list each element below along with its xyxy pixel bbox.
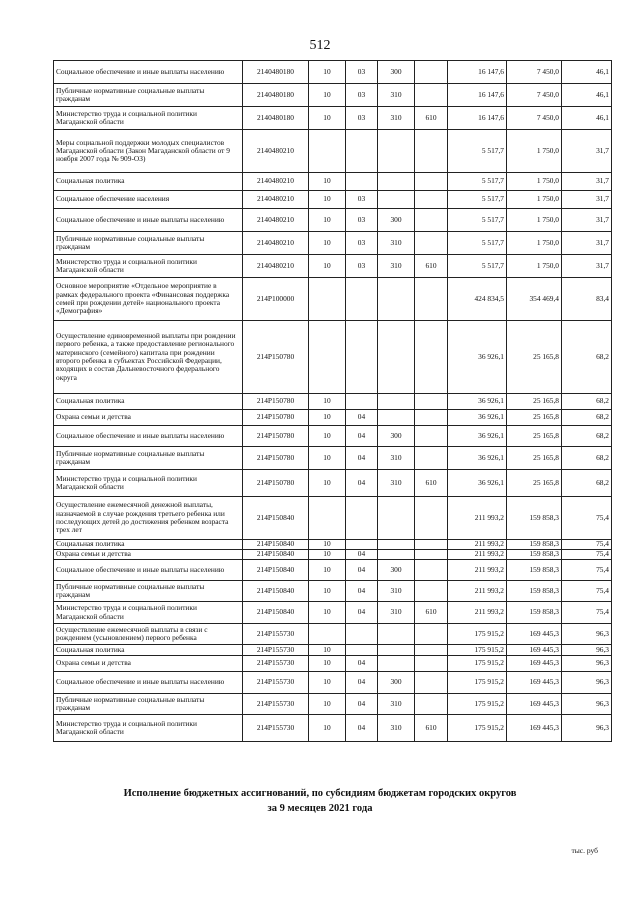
row-rz: 10 bbox=[309, 209, 346, 232]
table-row bbox=[54, 394, 612, 410]
row-name: Публичные нормативные социальные выплаты гражданам bbox=[54, 84, 243, 107]
row-gr: 610 bbox=[415, 255, 448, 278]
row-exec: 7 450,0 bbox=[507, 84, 562, 107]
row-plan: 175 915,2 bbox=[448, 672, 507, 694]
row-vr bbox=[378, 645, 415, 656]
row-gr bbox=[415, 694, 448, 715]
table-body bbox=[54, 61, 612, 742]
row-csr: 2140480210 bbox=[243, 130, 309, 173]
row-plan: 211 993,2 bbox=[448, 560, 507, 581]
table-row bbox=[54, 107, 612, 130]
row-gr bbox=[415, 191, 448, 209]
row-gr bbox=[415, 394, 448, 410]
table-row bbox=[54, 602, 612, 624]
row-plan: 5 517,7 bbox=[448, 232, 507, 255]
row-name: Меры социальной поддержки молодых специалистов Магаданской области (Закон Магаданской области от 9 ноября 2007 года № 909-ОЗ) bbox=[54, 130, 243, 173]
row-plan: 16 147,6 bbox=[448, 61, 507, 84]
row-csr: 2140480210 bbox=[243, 232, 309, 255]
row-rz: 10 bbox=[309, 191, 346, 209]
row-gr bbox=[415, 497, 448, 540]
row-plan: 175 915,2 bbox=[448, 715, 507, 742]
row-csr: 214P100000 bbox=[243, 278, 309, 321]
row-vr: 300 bbox=[378, 209, 415, 232]
row-pr: 04 bbox=[346, 656, 378, 672]
row-pr: 04 bbox=[346, 694, 378, 715]
row-pct: 31,7 bbox=[562, 209, 612, 232]
row-rz bbox=[309, 130, 346, 173]
row-rz bbox=[309, 624, 346, 645]
row-exec: 159 858,3 bbox=[507, 560, 562, 581]
row-exec: 169 445,3 bbox=[507, 656, 562, 672]
row-gr bbox=[415, 84, 448, 107]
row-pct: 96,3 bbox=[562, 715, 612, 742]
row-plan: 16 147,6 bbox=[448, 84, 507, 107]
row-vr bbox=[378, 173, 415, 191]
row-name: Министерство труда и социальной политики Магаданской области bbox=[54, 602, 243, 624]
row-vr: 300 bbox=[378, 61, 415, 84]
row-csr: 2140480210 bbox=[243, 255, 309, 278]
row-plan: 5 517,7 bbox=[448, 173, 507, 191]
row-vr bbox=[378, 278, 415, 321]
table-row bbox=[54, 470, 612, 497]
row-plan: 5 517,7 bbox=[448, 191, 507, 209]
row-exec: 169 445,3 bbox=[507, 694, 562, 715]
row-rz: 10 bbox=[309, 550, 346, 560]
row-pct: 75,4 bbox=[562, 540, 612, 550]
row-csr: 214P155730 bbox=[243, 672, 309, 694]
row-pct: 31,7 bbox=[562, 232, 612, 255]
table-row bbox=[54, 191, 612, 209]
row-gr bbox=[415, 624, 448, 645]
caption-line-1: Исполнение бюджетных ассигнований, по субсидиям бюджетам городских округов bbox=[123, 788, 517, 799]
row-rz: 10 bbox=[309, 715, 346, 742]
row-pct: 75,4 bbox=[562, 560, 612, 581]
page-number: 512 bbox=[309, 38, 331, 53]
units-label: тыс. руб bbox=[571, 846, 598, 855]
row-pct: 75,4 bbox=[562, 581, 612, 602]
row-csr: 2140480180 bbox=[243, 107, 309, 130]
row-pct: 46,1 bbox=[562, 84, 612, 107]
row-plan: 175 915,2 bbox=[448, 624, 507, 645]
row-plan: 5 517,7 bbox=[448, 130, 507, 173]
table-row bbox=[54, 672, 612, 694]
row-rz: 10 bbox=[309, 173, 346, 191]
row-pr bbox=[346, 321, 378, 394]
row-pr bbox=[346, 624, 378, 645]
row-pct: 68,2 bbox=[562, 426, 612, 447]
row-pct: 46,1 bbox=[562, 61, 612, 84]
row-plan: 211 993,2 bbox=[448, 550, 507, 560]
row-csr: 214P155730 bbox=[243, 645, 309, 656]
row-vr bbox=[378, 394, 415, 410]
row-vr bbox=[378, 624, 415, 645]
row-vr: 310 bbox=[378, 715, 415, 742]
row-csr: 214P150780 bbox=[243, 470, 309, 497]
row-pr bbox=[346, 497, 378, 540]
row-name: Осуществление ежемесячной выплаты в связи с рождением (усыновлением) первого ребенка bbox=[54, 624, 243, 645]
row-gr: 610 bbox=[415, 602, 448, 624]
row-vr: 310 bbox=[378, 255, 415, 278]
row-exec: 169 445,3 bbox=[507, 624, 562, 645]
row-exec: 159 858,3 bbox=[507, 497, 562, 540]
row-rz: 10 bbox=[309, 394, 346, 410]
table-row bbox=[54, 255, 612, 278]
row-pct: 46,1 bbox=[562, 107, 612, 130]
row-gr bbox=[415, 278, 448, 321]
row-plan: 36 926,1 bbox=[448, 470, 507, 497]
table-row bbox=[54, 645, 612, 656]
row-gr bbox=[415, 550, 448, 560]
table-row bbox=[54, 694, 612, 715]
row-vr: 310 bbox=[378, 84, 415, 107]
row-pr: 04 bbox=[346, 715, 378, 742]
row-rz bbox=[309, 321, 346, 394]
row-name: Охрана семьи и детства bbox=[54, 656, 243, 672]
row-rz: 10 bbox=[309, 694, 346, 715]
row-pr: 04 bbox=[346, 560, 378, 581]
table-row bbox=[54, 232, 612, 255]
row-pr bbox=[346, 173, 378, 191]
table-row bbox=[54, 550, 612, 560]
row-rz: 10 bbox=[309, 232, 346, 255]
row-rz: 10 bbox=[309, 61, 346, 84]
row-pct: 68,2 bbox=[562, 410, 612, 426]
row-rz: 10 bbox=[309, 560, 346, 581]
table-row bbox=[54, 84, 612, 107]
row-exec: 25 165,8 bbox=[507, 447, 562, 470]
row-vr: 310 bbox=[378, 694, 415, 715]
row-plan: 5 517,7 bbox=[448, 255, 507, 278]
row-pr bbox=[346, 130, 378, 173]
row-exec: 25 165,8 bbox=[507, 426, 562, 447]
row-pr bbox=[346, 540, 378, 550]
row-vr bbox=[378, 191, 415, 209]
row-vr: 310 bbox=[378, 107, 415, 130]
row-vr: 300 bbox=[378, 426, 415, 447]
row-name: Социальное обеспечение населения bbox=[54, 191, 243, 209]
row-exec: 25 165,8 bbox=[507, 394, 562, 410]
row-plan: 175 915,2 bbox=[448, 645, 507, 656]
row-gr: 610 bbox=[415, 470, 448, 497]
row-exec: 7 450,0 bbox=[507, 61, 562, 84]
row-pct: 31,7 bbox=[562, 130, 612, 173]
row-pct: 68,2 bbox=[562, 470, 612, 497]
table-row bbox=[54, 656, 612, 672]
row-name: Осуществление единовременной выплаты при рождении первого ребенка, а также предоставление регионального материнского (семейного) капитала при рождении второго ребенка в субъектах Российской Федерации, входящих в состав Дальневосточного федерального округа bbox=[54, 321, 243, 394]
row-name: Социальное обеспечение и иные выплаты населению bbox=[54, 61, 243, 84]
row-pr: 03 bbox=[346, 107, 378, 130]
row-rz bbox=[309, 278, 346, 321]
row-gr: 610 bbox=[415, 715, 448, 742]
row-gr bbox=[415, 645, 448, 656]
row-pr: 04 bbox=[346, 410, 378, 426]
row-pct: 96,3 bbox=[562, 645, 612, 656]
row-gr bbox=[415, 321, 448, 394]
row-plan: 36 926,1 bbox=[448, 394, 507, 410]
row-name: Осуществление ежемесячной денежной выплаты, назначаемой в случае рождения третьего ребенка или последующих детей до достижения ребенком возраста трех лет bbox=[54, 497, 243, 540]
row-vr bbox=[378, 130, 415, 173]
row-name: Социальная политика bbox=[54, 394, 243, 410]
row-gr bbox=[415, 540, 448, 550]
row-csr: 214P155730 bbox=[243, 656, 309, 672]
row-name: Министерство труда и социальной политики Магаданской области bbox=[54, 715, 243, 742]
row-csr: 214P150780 bbox=[243, 394, 309, 410]
row-name: Публичные нормативные социальные выплаты гражданам bbox=[54, 581, 243, 602]
row-pr: 03 bbox=[346, 84, 378, 107]
row-csr: 214P150840 bbox=[243, 581, 309, 602]
row-rz: 10 bbox=[309, 84, 346, 107]
row-gr bbox=[415, 560, 448, 581]
table-row bbox=[54, 447, 612, 470]
row-name: Социальное обеспечение и иные выплаты населению bbox=[54, 209, 243, 232]
row-vr: 300 bbox=[378, 672, 415, 694]
row-plan: 211 993,2 bbox=[448, 497, 507, 540]
row-rz: 10 bbox=[309, 656, 346, 672]
row-pct: 31,7 bbox=[562, 191, 612, 209]
row-pr: 04 bbox=[346, 470, 378, 497]
section-caption bbox=[0, 786, 640, 816]
row-pct: 96,3 bbox=[562, 694, 612, 715]
row-exec: 354 469,4 bbox=[507, 278, 562, 321]
row-pct: 96,3 bbox=[562, 656, 612, 672]
row-name: Социальная политика bbox=[54, 540, 243, 550]
row-pr: 04 bbox=[346, 426, 378, 447]
row-exec: 1 750,0 bbox=[507, 191, 562, 209]
row-name: Основное мероприятие «Отдельное мероприятие в рамках федерального проекта «Финансовая поддержка семей при рождении детей» национального проекта «Демография» bbox=[54, 278, 243, 321]
row-pr: 03 bbox=[346, 61, 378, 84]
table-row bbox=[54, 624, 612, 645]
row-csr: 214P150840 bbox=[243, 550, 309, 560]
row-pct: 83,4 bbox=[562, 278, 612, 321]
row-pct: 75,4 bbox=[562, 602, 612, 624]
row-exec: 169 445,3 bbox=[507, 715, 562, 742]
row-rz: 10 bbox=[309, 410, 346, 426]
row-rz: 10 bbox=[309, 540, 346, 550]
table-row bbox=[54, 61, 612, 84]
row-rz: 10 bbox=[309, 581, 346, 602]
row-rz: 10 bbox=[309, 602, 346, 624]
row-gr: 610 bbox=[415, 107, 448, 130]
row-pct: 68,2 bbox=[562, 447, 612, 470]
row-name: Министерство труда и социальной политики Магаданской области bbox=[54, 107, 243, 130]
row-pr: 04 bbox=[346, 581, 378, 602]
row-name: Министерство труда и социальной политики Магаданской области bbox=[54, 255, 243, 278]
row-plan: 211 993,2 bbox=[448, 540, 507, 550]
row-vr bbox=[378, 656, 415, 672]
row-pct: 68,2 bbox=[562, 321, 612, 394]
row-rz: 10 bbox=[309, 645, 346, 656]
row-pr bbox=[346, 278, 378, 321]
row-exec: 1 750,0 bbox=[507, 130, 562, 173]
row-exec: 159 858,3 bbox=[507, 602, 562, 624]
row-csr: 214P150840 bbox=[243, 540, 309, 550]
row-plan: 36 926,1 bbox=[448, 410, 507, 426]
row-pct: 31,7 bbox=[562, 173, 612, 191]
row-csr: 214P150840 bbox=[243, 560, 309, 581]
row-csr: 214P155730 bbox=[243, 624, 309, 645]
table-row bbox=[54, 130, 612, 173]
row-csr: 2140480210 bbox=[243, 191, 309, 209]
table-row bbox=[54, 278, 612, 321]
row-plan: 5 517,7 bbox=[448, 209, 507, 232]
row-vr bbox=[378, 540, 415, 550]
row-gr bbox=[415, 61, 448, 84]
row-pct: 75,4 bbox=[562, 497, 612, 540]
row-gr bbox=[415, 672, 448, 694]
table-row bbox=[54, 497, 612, 540]
row-vr bbox=[378, 550, 415, 560]
table-row bbox=[54, 581, 612, 602]
row-csr: 214P150840 bbox=[243, 497, 309, 540]
row-csr: 214P150840 bbox=[243, 602, 309, 624]
row-exec: 1 750,0 bbox=[507, 173, 562, 191]
row-gr bbox=[415, 410, 448, 426]
row-name: Публичные нормативные социальные выплаты гражданам bbox=[54, 694, 243, 715]
row-name: Охрана семьи и детства bbox=[54, 410, 243, 426]
table-row bbox=[54, 560, 612, 581]
row-pct: 75,4 bbox=[562, 550, 612, 560]
row-plan: 211 993,2 bbox=[448, 581, 507, 602]
row-name: Министерство труда и социальной политики Магаданской области bbox=[54, 470, 243, 497]
row-vr: 310 bbox=[378, 581, 415, 602]
budget-table bbox=[53, 60, 612, 742]
row-csr: 214P155730 bbox=[243, 715, 309, 742]
row-exec: 159 858,3 bbox=[507, 550, 562, 560]
row-exec: 169 445,3 bbox=[507, 645, 562, 656]
table-row bbox=[54, 209, 612, 232]
row-plan: 36 926,1 bbox=[448, 447, 507, 470]
row-pr: 03 bbox=[346, 255, 378, 278]
row-csr: 214P150780 bbox=[243, 321, 309, 394]
row-exec: 1 750,0 bbox=[507, 209, 562, 232]
row-vr bbox=[378, 410, 415, 426]
row-rz bbox=[309, 497, 346, 540]
table-row bbox=[54, 410, 612, 426]
row-csr: 214P150780 bbox=[243, 447, 309, 470]
row-name: Социальное обеспечение и иные выплаты населению bbox=[54, 560, 243, 581]
row-gr bbox=[415, 426, 448, 447]
row-name: Охрана семьи и детства bbox=[54, 550, 243, 560]
table-row bbox=[54, 540, 612, 550]
row-plan: 36 926,1 bbox=[448, 321, 507, 394]
row-csr: 2140480210 bbox=[243, 209, 309, 232]
row-csr: 2140480210 bbox=[243, 173, 309, 191]
row-gr bbox=[415, 656, 448, 672]
row-pct: 96,3 bbox=[562, 624, 612, 645]
row-name: Социальная политика bbox=[54, 173, 243, 191]
row-exec: 25 165,8 bbox=[507, 321, 562, 394]
row-vr bbox=[378, 497, 415, 540]
row-pr: 03 bbox=[346, 209, 378, 232]
row-name: Социальная политика bbox=[54, 645, 243, 656]
table-row bbox=[54, 426, 612, 447]
row-gr bbox=[415, 581, 448, 602]
row-pr: 04 bbox=[346, 602, 378, 624]
row-exec: 25 165,8 bbox=[507, 470, 562, 497]
row-csr: 214P150780 bbox=[243, 426, 309, 447]
row-exec: 159 858,3 bbox=[507, 581, 562, 602]
row-exec: 7 450,0 bbox=[507, 107, 562, 130]
row-csr: 214P155730 bbox=[243, 694, 309, 715]
row-csr: 2140480180 bbox=[243, 84, 309, 107]
row-pr bbox=[346, 394, 378, 410]
row-rz: 10 bbox=[309, 447, 346, 470]
row-rz: 10 bbox=[309, 255, 346, 278]
row-name: Публичные нормативные социальные выплаты гражданам bbox=[54, 447, 243, 470]
row-vr: 310 bbox=[378, 232, 415, 255]
row-pr bbox=[346, 645, 378, 656]
row-vr: 310 bbox=[378, 602, 415, 624]
row-plan: 36 926,1 bbox=[448, 426, 507, 447]
row-exec: 1 750,0 bbox=[507, 232, 562, 255]
row-vr bbox=[378, 321, 415, 394]
row-pct: 96,3 bbox=[562, 672, 612, 694]
table-row bbox=[54, 715, 612, 742]
row-pct: 31,7 bbox=[562, 255, 612, 278]
row-pr: 04 bbox=[346, 447, 378, 470]
row-pr: 04 bbox=[346, 672, 378, 694]
row-gr bbox=[415, 173, 448, 191]
row-plan: 175 915,2 bbox=[448, 694, 507, 715]
row-gr bbox=[415, 130, 448, 173]
row-plan: 16 147,6 bbox=[448, 107, 507, 130]
row-gr bbox=[415, 447, 448, 470]
row-rz: 10 bbox=[309, 426, 346, 447]
row-name: Социальное обеспечение и иные выплаты населению bbox=[54, 672, 243, 694]
row-csr: 2140480180 bbox=[243, 61, 309, 84]
row-pr: 04 bbox=[346, 550, 378, 560]
row-vr: 310 bbox=[378, 470, 415, 497]
row-plan: 175 915,2 bbox=[448, 656, 507, 672]
row-plan: 211 993,2 bbox=[448, 602, 507, 624]
row-rz: 10 bbox=[309, 672, 346, 694]
row-rz: 10 bbox=[309, 107, 346, 130]
row-exec: 159 858,3 bbox=[507, 540, 562, 550]
row-rz: 10 bbox=[309, 470, 346, 497]
row-name: Социальное обеспечение и иные выплаты населению bbox=[54, 426, 243, 447]
row-vr: 300 bbox=[378, 560, 415, 581]
row-exec: 169 445,3 bbox=[507, 672, 562, 694]
row-vr: 310 bbox=[378, 447, 415, 470]
row-pr: 03 bbox=[346, 232, 378, 255]
row-pct: 68,2 bbox=[562, 394, 612, 410]
row-exec: 25 165,8 bbox=[507, 410, 562, 426]
row-gr bbox=[415, 232, 448, 255]
table-row bbox=[54, 321, 612, 394]
row-csr: 214P150780 bbox=[243, 410, 309, 426]
table-row bbox=[54, 173, 612, 191]
row-exec: 1 750,0 bbox=[507, 255, 562, 278]
row-name: Публичные нормативные социальные выплаты гражданам bbox=[54, 232, 243, 255]
caption-line-2: за 9 месяцев 2021 года bbox=[267, 803, 373, 815]
row-plan: 424 834,5 bbox=[448, 278, 507, 321]
row-pr: 03 bbox=[346, 191, 378, 209]
row-gr bbox=[415, 209, 448, 232]
